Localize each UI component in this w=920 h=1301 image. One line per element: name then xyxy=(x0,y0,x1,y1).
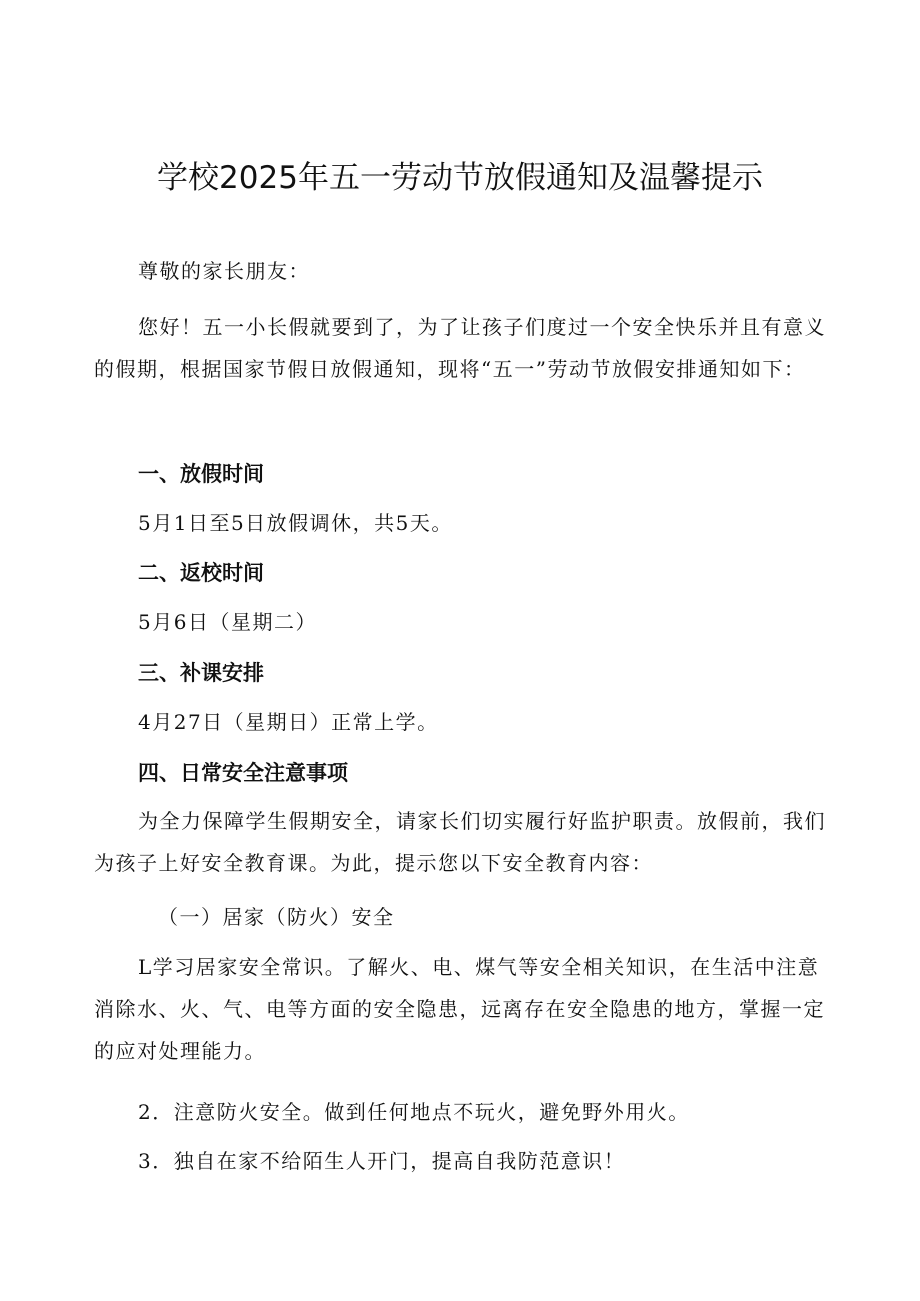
section-heading-return-time: 二、返校时间 xyxy=(138,561,264,585)
greeting: 尊敬的家长朋友： xyxy=(138,259,310,283)
section-content-holiday-time: 5月1日至5日放假调休，共5天。 xyxy=(138,511,453,535)
section-content-makeup-class: 4月27日（星期日）正常上学。 xyxy=(138,710,439,734)
intro-paragraph: 您好！五一小长假就要到了，为了让孩子们度过一个安全快乐并且有意义的假期，根据国家节假日放假通知，现将“五一”劳动节放假安排通知如下： xyxy=(94,315,826,381)
list-item: 3．独自在家不给陌生人开门，提高自我防范意识！ xyxy=(138,1149,626,1173)
section-content-return-time: 5月6日（星期二） xyxy=(138,610,317,634)
section-heading-makeup-class: 三、补课安排 xyxy=(138,661,264,685)
subsection-heading-home-safety: （一）居家（防火）安全 xyxy=(158,905,395,929)
section-heading-safety: 四、日常安全注意事项 xyxy=(138,761,348,785)
list-item: L学习居家安全常识。了解火、电、煤气等安全相关知识，在生活中注意消除水、火、气、电等方面的安全隐患，远离存在安全隐患的地方，掌握一定的应对处理能力。 xyxy=(94,955,825,1063)
section-heading-holiday-time: 一、放假时间 xyxy=(138,462,264,486)
list-item: 2．注意防火安全。做到任何地点不玩火，避免野外用火。 xyxy=(138,1100,690,1124)
document-title: 学校2025年五一劳动节放假通知及温馨提示 xyxy=(157,160,763,196)
section-content-safety: 为全力保障学生假期安全，请家长们切实履行好监护职责。放假前，我们为孩子上好安全教育课。为此，提示您以下安全教育内容： xyxy=(94,809,826,875)
